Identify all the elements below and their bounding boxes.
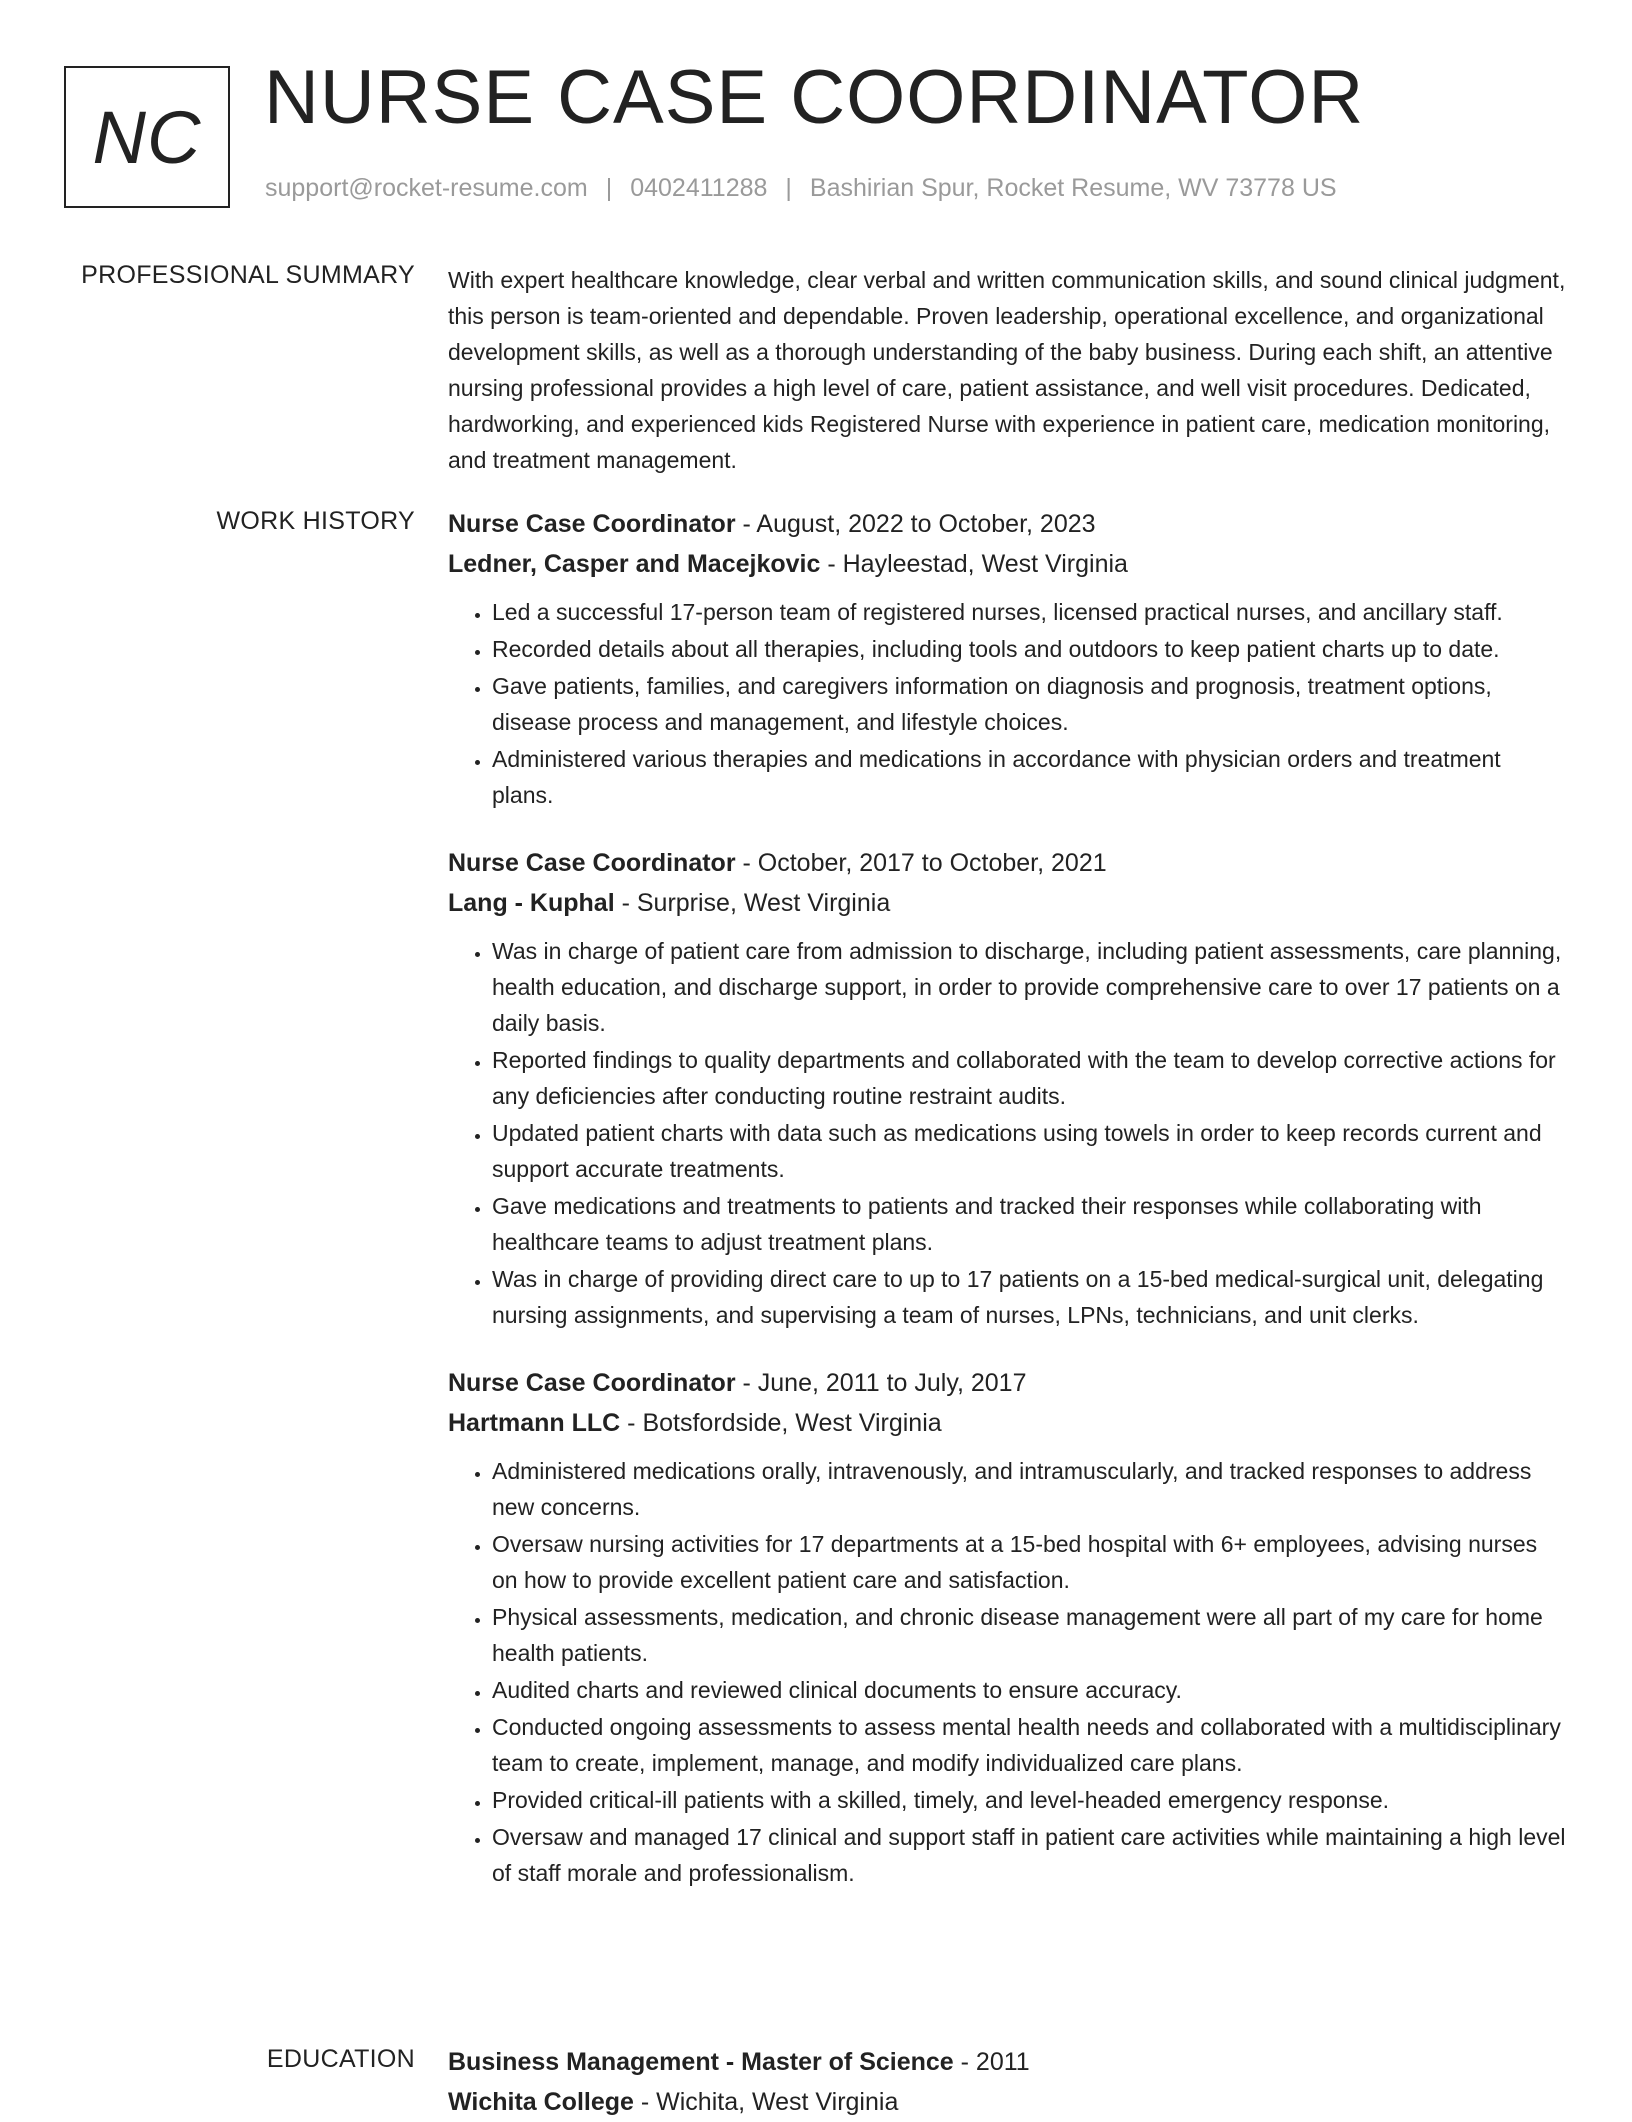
- summary-heading: PROFESSIONAL SUMMARY: [81, 261, 415, 289]
- job-bullet: • Led a successful 17-person team of registered nurses, licensed practical nurses, and ancillary staff.: [492, 594, 1568, 630]
- summary-body: [448, 262, 1568, 478]
- job-bullet: • Gave medications and treatments to patients and tracked their responses while collaborating with healthcare teams to adjust treatment plans.: [492, 1188, 1568, 1260]
- job-entry: [448, 1363, 1568, 1891]
- job-bullet: • Audited charts and reviewed clinical documents to ensure accuracy.: [492, 1672, 1568, 1708]
- contact-phone[interactable]: 0402411288: [630, 174, 768, 202]
- job-title: Nurse Case Coordinator: [448, 849, 736, 877]
- job-location: - Botsfordside, West Virginia: [620, 1409, 942, 1437]
- contact-address: Bashirian Spur, Rocket Resume, WV 73778 US: [809, 174, 1337, 202]
- work-history-heading: WORK HISTORY: [216, 507, 415, 535]
- education-school: Wichita College: [448, 2088, 634, 2116]
- job-employer: Ledner, Casper and Macejkovic: [448, 550, 821, 578]
- job-location: - Surprise, West Virginia: [614, 889, 891, 917]
- job-bullet: • Gave patients, families, and caregivers information on diagnosis and prognosis, treatment options, disease process and management, and lifestyle choices.: [492, 668, 1568, 740]
- job-bullet: • Oversaw nursing activities for 17 departments at a 15-bed hospital with 6+ employees, advising nurses on how to provide excellent patient care and satisfaction.: [492, 1526, 1568, 1598]
- job-bullet: • Conducted ongoing assessments to assess mental health needs and collaborated with a multidisciplinary team to create, implement, manage, and modify individualized care plans.: [492, 1709, 1568, 1781]
- job-employer-line: [448, 1403, 1568, 1443]
- job-bullet-list: [448, 1453, 1568, 1891]
- education-school-line: [448, 2082, 1568, 2122]
- contact-line: [265, 174, 1337, 203]
- job-employer-line: [448, 544, 1568, 584]
- job-bullet: • Reported findings to quality departments and collaborated with the team to develop corrective actions for any deficiencies after conducting routine restraint audits.: [492, 1042, 1568, 1114]
- job-bullet: • Oversaw and managed 17 clinical and support staff in patient care activities while maintaining a high level of staff morale and professionalism.: [492, 1819, 1568, 1891]
- job-title: Nurse Case Coordinator: [448, 510, 736, 538]
- job-location: - Hayleestad, West Virginia: [820, 550, 1128, 578]
- job-bullet: • Updated patient charts with data such as medications using towels in order to keep records current and support accurate treatments.: [492, 1115, 1568, 1187]
- job-bullet: • Was in charge of providing direct care to up to 17 patients on a 15-bed medical-surgical unit, delegating nursing assignments, and supervising a team of nurses, LPNs, technicians, and unit clerks.: [492, 1261, 1568, 1333]
- job-bullet: • Recorded details about all therapies, including tools and outdoors to keep patient charts up to date.: [492, 631, 1568, 667]
- job-title-line: [448, 1363, 1568, 1403]
- education-heading: EDUCATION: [266, 2045, 415, 2073]
- job-dates: - June, 2011 to July, 2017: [735, 1369, 1027, 1397]
- job-employer-line: [448, 883, 1568, 923]
- job-entry: [448, 504, 1568, 813]
- monogram-badge: [64, 66, 230, 208]
- contact-separator: |: [605, 174, 613, 202]
- job-bullet: • Administered medications orally, intravenously, and intramuscularly, and tracked responses to address new concerns.: [492, 1453, 1568, 1525]
- summary-text: With expert healthcare knowledge, clear verbal and written communication skills, and sound clinical judgment, this person is team-oriented and dependable. Proven leadership, operational excellence, and organizational development skills, as well as a thorough understanding of the baby business. During each shift, an attentive nursing professional provides a high level of care, patient assistance, and well visit procedures. Dedicated, hardworking, and experienced kids Registered Nurse with experience in patient care, medication monitoring, and treatment management.: [448, 267, 1566, 473]
- job-bullet-list: [448, 933, 1568, 1333]
- education-location: - Wichita, West Virginia: [633, 2088, 899, 2116]
- job-employer: Lang - Kuphal: [448, 889, 615, 917]
- job-bullet-list: [448, 594, 1568, 813]
- monogram-text: NC: [92, 95, 202, 179]
- job-bullet: • Administered various therapies and medications in accordance with physician orders and treatment plans.: [492, 741, 1568, 813]
- education-degree: Business Management - Master of Science: [448, 2048, 954, 2076]
- job-bullet: • Provided critical-ill patients with a skilled, timely, and level-headed emergency response.: [492, 1782, 1568, 1818]
- education-degree-line: [448, 2042, 1568, 2082]
- job-entry: [448, 843, 1568, 1333]
- job-bullet: • Was in charge of patient care from admission to discharge, including patient assessments, care planning, health education, and discharge support, in order to provide comprehensive care to over 17 patients on a daily basis.: [492, 933, 1568, 1041]
- contact-email[interactable]: support@rocket-resume.com: [265, 174, 588, 202]
- education-body: [448, 2042, 1568, 2122]
- job-title: Nurse Case Coordinator: [448, 1369, 736, 1397]
- job-title-line: [448, 504, 1568, 544]
- job-dates: - August, 2022 to October, 2023: [735, 510, 1096, 538]
- page-title: NURSE CASE COORDINATOR: [264, 55, 1365, 140]
- job-dates: - October, 2017 to October, 2021: [735, 849, 1107, 877]
- job-employer: Hartmann LLC: [448, 1409, 621, 1437]
- job-bullet: • Physical assessments, medication, and chronic disease management were all part of my care for home health patients.: [492, 1599, 1568, 1671]
- work-history-body: [448, 504, 1568, 1921]
- job-title-line: [448, 843, 1568, 883]
- contact-separator: |: [785, 174, 792, 202]
- education-year: - 2011: [953, 2048, 1030, 2076]
